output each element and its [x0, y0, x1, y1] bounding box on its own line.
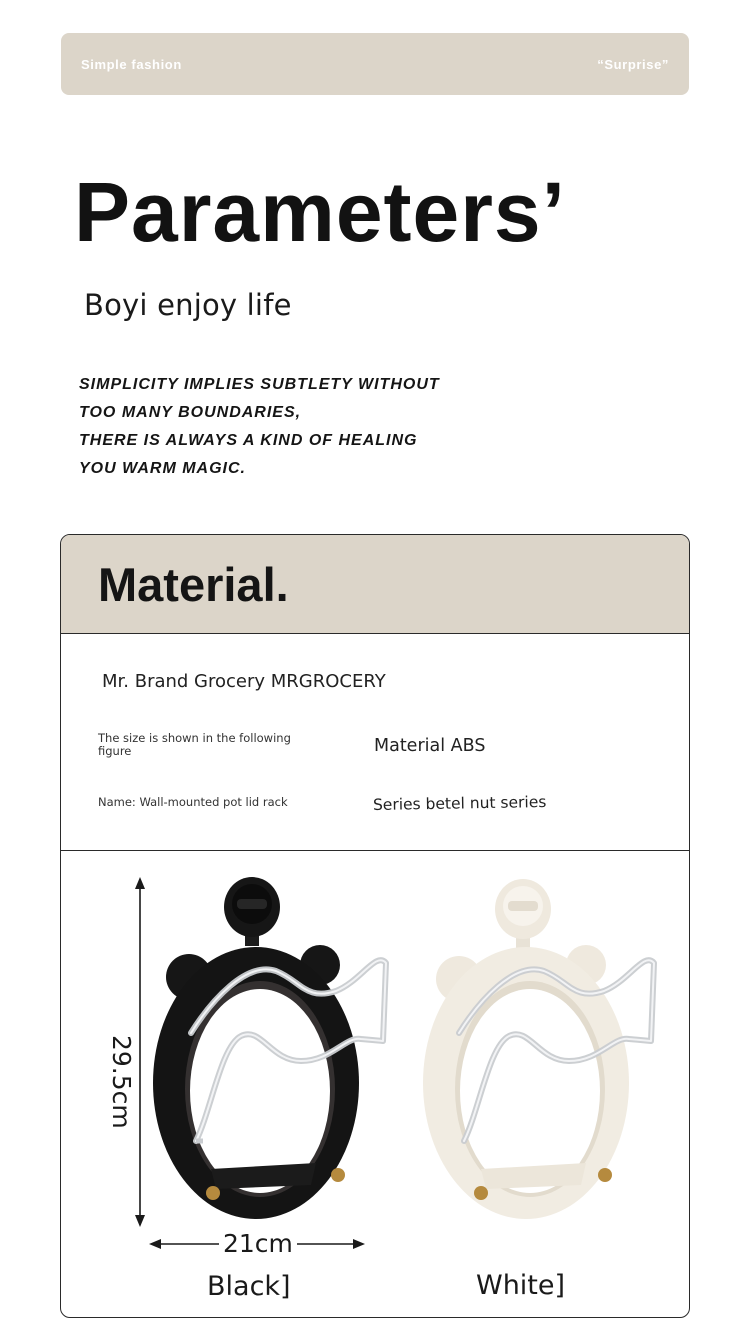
variant-label-white: White] — [476, 1270, 566, 1301]
page-subtitle: Boyi enjoy life — [84, 288, 292, 322]
material-value: Material ABS — [374, 736, 486, 756]
black-rack-image — [153, 877, 386, 1219]
product-name: Name: Wall-mounted pot lid rack — [98, 795, 288, 809]
material-header — [61, 535, 689, 634]
width-dimension: 21cm — [219, 1231, 297, 1256]
variant-label-black: Black] — [207, 1271, 291, 1302]
height-arrow-icon — [135, 877, 145, 1227]
series-line: Series betel nut series — [372, 792, 547, 814]
material-title: Material. — [98, 558, 289, 611]
size-note: The size is shown in the following figure — [98, 731, 291, 758]
banner-left-text: Simple fashion — [81, 56, 182, 72]
top-banner — [61, 33, 689, 95]
page-title: Parameters’ — [74, 165, 566, 259]
spec-section — [61, 634, 689, 851]
slogan-line: SIMPLICITY IMPLIES SUBTLETY WITHOUT — [79, 376, 440, 393]
brand-line: Mr. Brand Grocery MRGROCERY — [102, 671, 386, 692]
slogan-line: YOU WARM MAGIC. — [79, 460, 246, 477]
slogan-block — [79, 371, 440, 483]
height-dimension: 29.5cm — [107, 1031, 136, 1133]
slogan-line: THERE IS ALWAYS A KIND OF HEALING — [79, 432, 418, 449]
material-card — [60, 534, 690, 1318]
product-illustration — [61, 851, 689, 1318]
white-rack-image — [423, 879, 654, 1219]
product-image-section — [61, 851, 689, 1318]
slogan-line: TOO MANY BOUNDARIES, — [79, 404, 302, 421]
banner-right-text: “Surprise” — [597, 56, 669, 72]
